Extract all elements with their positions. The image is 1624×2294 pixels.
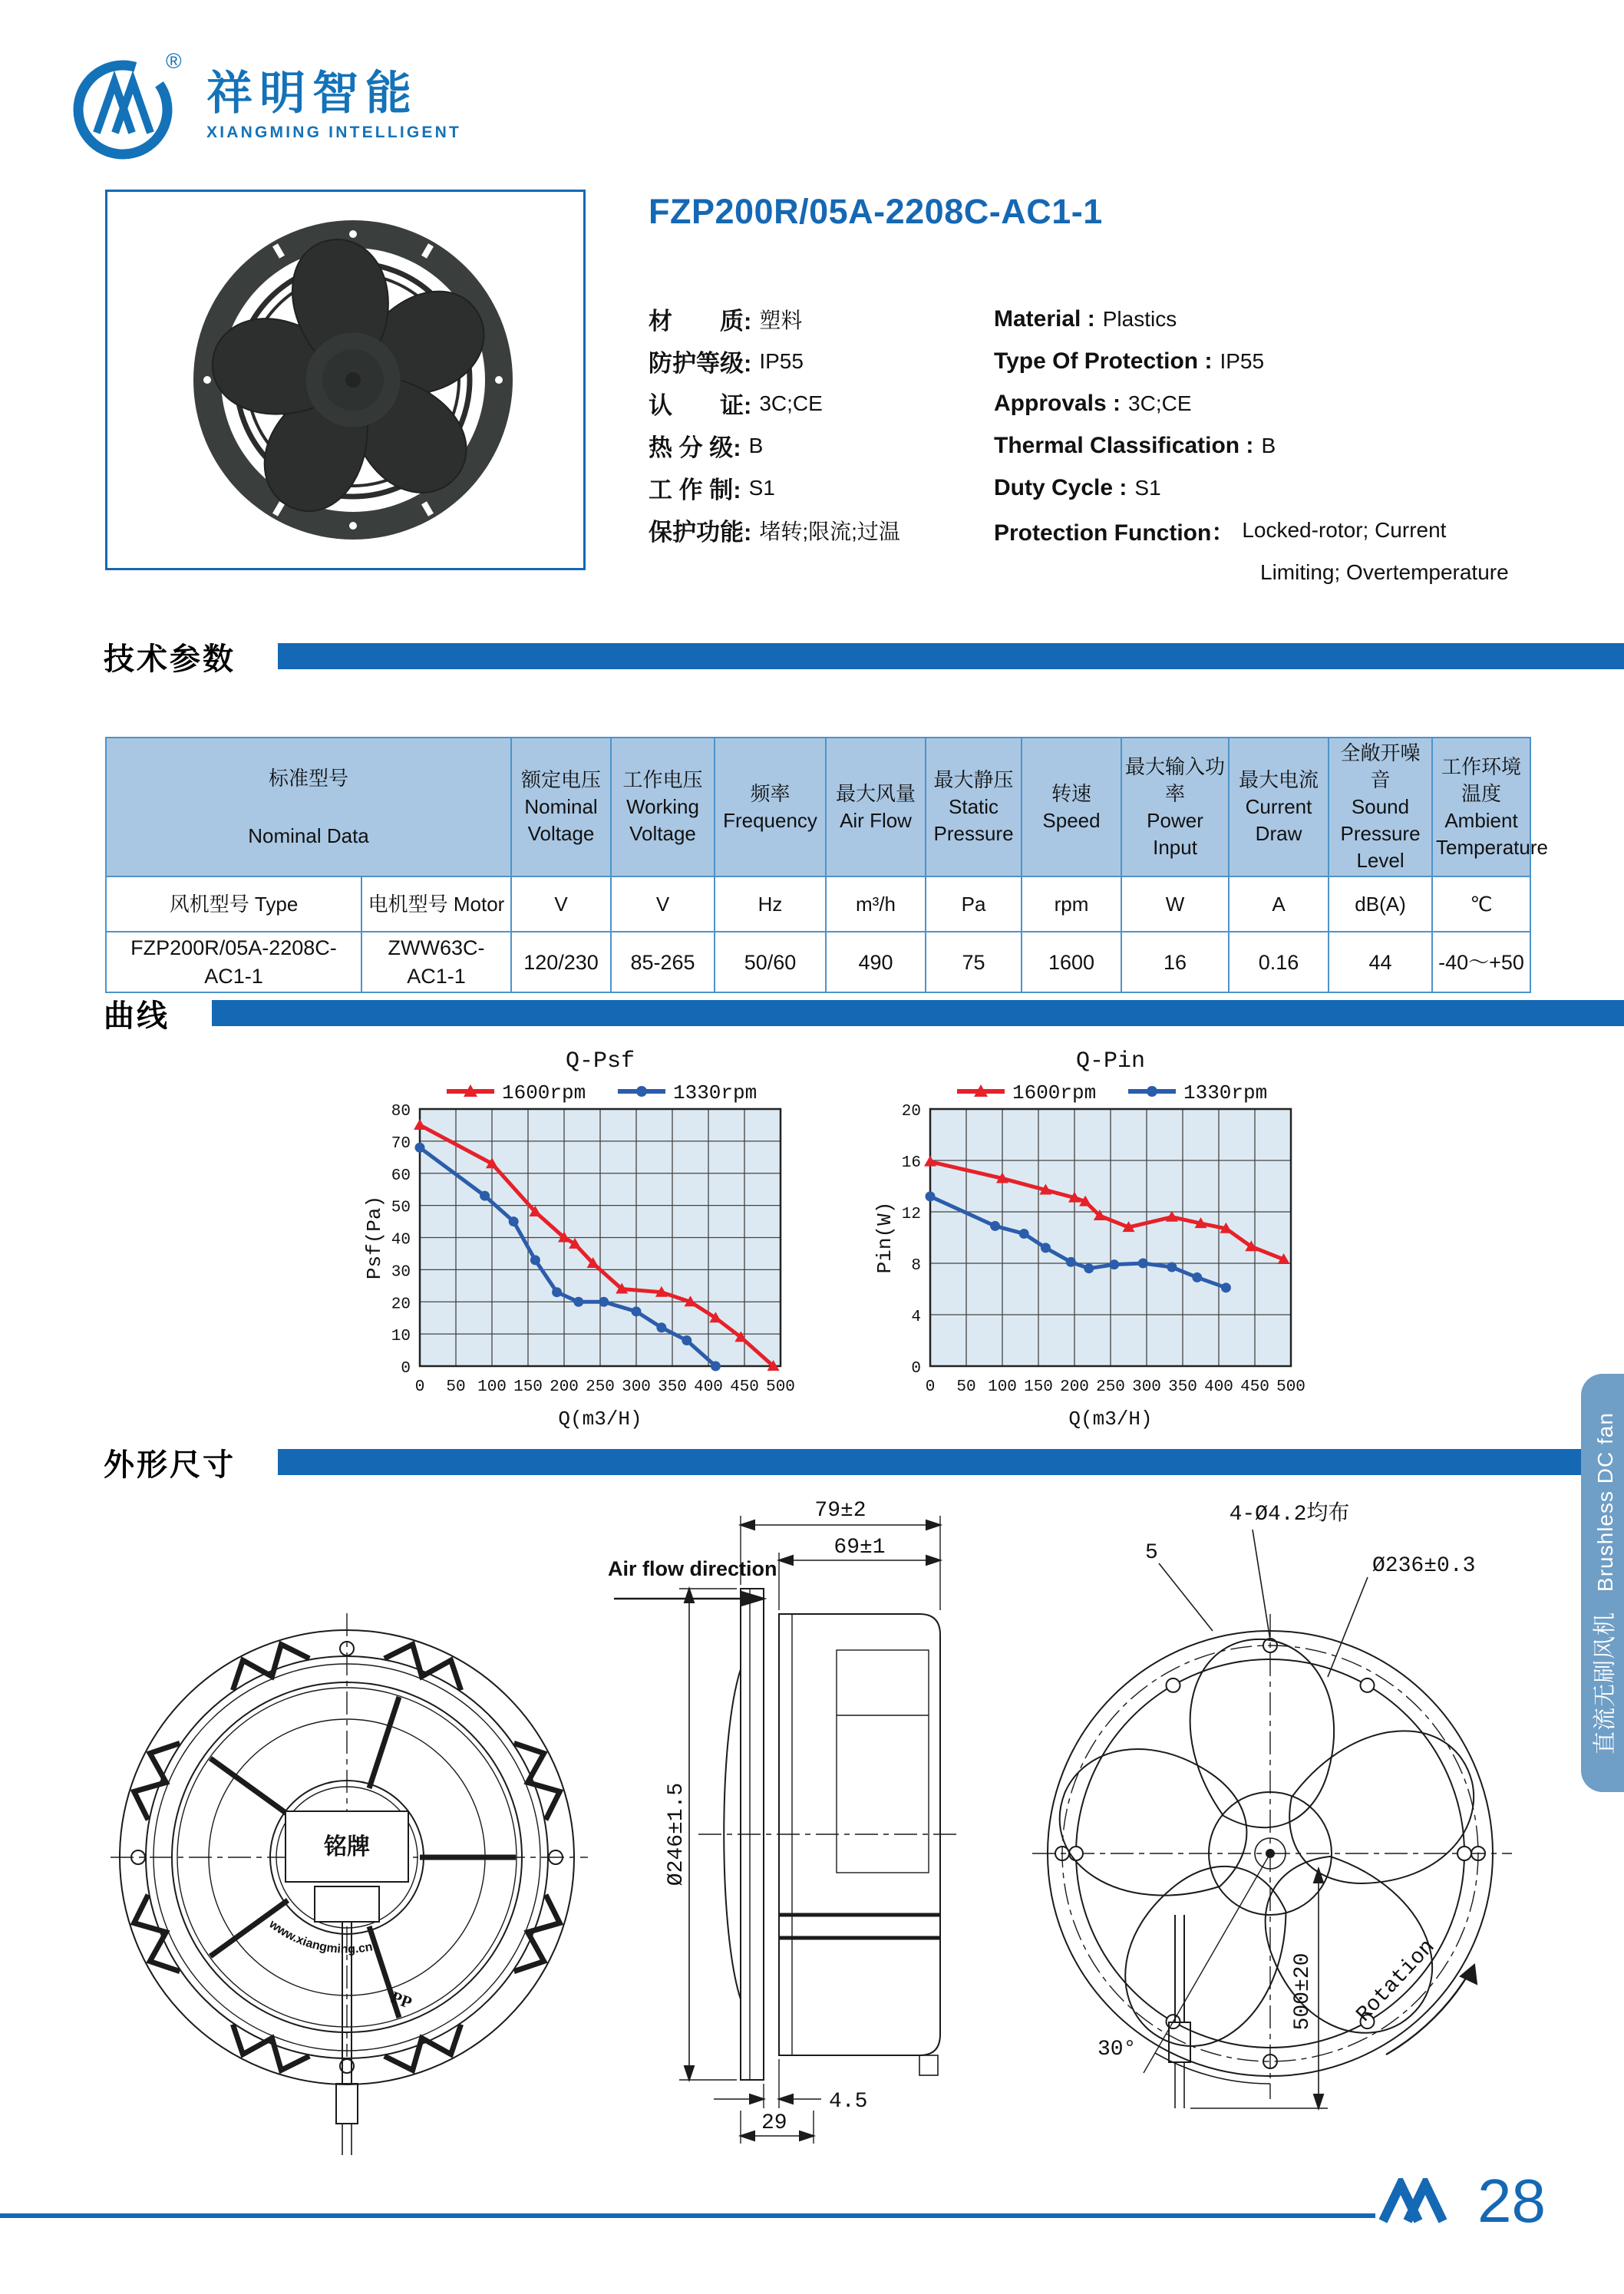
svg-text:150: 150 [513,1378,543,1396]
chart-q-pin [875,1044,1320,1431]
brand-name-en: XIANGMING INTELLIGENT [206,124,462,141]
svg-text:0: 0 [414,1378,425,1396]
bolt-circle-label: Ø236±0.3 [1372,1554,1476,1578]
spec-material-en: Material : Plastics [994,305,1177,332]
svg-text:500: 500 [1276,1378,1305,1396]
product-model-title: FZP200R/05A-2208C-AC1-1 [649,192,1103,231]
drawing-rear-view [107,1581,591,2172]
section-header-dimensions [104,1445,1624,1482]
air-flow-label: Air flow direction [608,1557,777,1580]
svg-text:100: 100 [988,1378,1017,1396]
spec-thermal-en: Thermal Classification : B [994,432,1276,458]
unit-type: 风机型号 Type [106,876,361,932]
spec-material-cn: 材 质: 塑料 [649,308,803,335]
svg-text:8: 8 [911,1257,921,1275]
specs-chinese [649,298,900,551]
svg-text:50: 50 [391,1199,411,1217]
svg-text:4: 4 [911,1309,921,1326]
header-ambient-temp: 工作环境温度 Ambient Temperature [1432,738,1530,876]
dim-4p5-label: 4.5 [829,2090,868,2114]
material-mark-label: PP [388,1987,415,2012]
svg-text:250: 250 [1096,1378,1125,1396]
svg-text:400: 400 [1204,1378,1233,1396]
website-arc-label: www.xiangming.cn [266,1917,374,1956]
svg-text:350: 350 [658,1378,687,1396]
svg-text:10: 10 [391,1328,411,1346]
dim-246-label: Ø246±1.5 [665,1782,688,1886]
angle-label: 30° [1098,2038,1137,2061]
svg-text:50: 50 [446,1378,466,1396]
header-working-voltage: 工作电压 Working Voltage [611,738,715,876]
svg-text:50: 50 [956,1378,976,1396]
svg-text:16: 16 [901,1154,921,1172]
spec-duty-cn: 工 作 制: S1 [649,475,775,503]
drawing-front-view [1021,1485,1558,2191]
svg-text:70: 70 [391,1134,411,1153]
rim-thickness-label: 5 [1145,1541,1158,1565]
table-header-row [106,738,1530,876]
svg-text:20: 20 [901,1103,921,1121]
svg-text:12: 12 [901,1206,921,1223]
header-current-draw: 最大电流 Current Draw [1229,738,1329,876]
svg-text:30: 30 [391,1263,411,1282]
drawing-side-view [591,1485,959,2160]
wire-length-label: 500±20 [1291,1952,1315,2031]
svg-text:www.xiangming.cn [266,1917,374,1956]
svg-text:200: 200 [550,1378,579,1396]
svg-text:1600rpm: 1600rpm [1012,1081,1097,1104]
section-title-dimensions: 外形尺寸 [104,1447,236,1482]
svg-text:350: 350 [1168,1378,1197,1396]
svg-text:Q(m3/H): Q(m3/H) [1068,1408,1153,1431]
svg-text:Q-Psf: Q-Psf [565,1048,635,1074]
svg-text:450: 450 [1240,1378,1269,1396]
svg-text:100: 100 [477,1378,507,1396]
dim-69-label: 69±1 [833,1536,886,1560]
product-photo-frame [105,190,586,570]
svg-text:1330rpm: 1330rpm [1183,1081,1268,1104]
svg-text:80: 80 [391,1103,411,1121]
svg-text:250: 250 [586,1378,615,1396]
brand-logo-icon [69,42,188,169]
spec-approvals-cn: 认 证: 3C;CE [649,391,823,419]
dim-29-label: 29 [761,2111,787,2135]
svg-text:1330rpm: 1330rpm [673,1081,758,1104]
spec-function-en: Protection Function： Locked-rotor; Current [994,517,1447,546]
svg-text:450: 450 [730,1378,759,1396]
page-number: 28 [1477,2167,1546,2235]
header-static-pressure: 最大静压 Static Pressure [926,738,1022,876]
header-frequency: 频率 Frequency [715,738,826,876]
svg-text:20: 20 [391,1296,411,1314]
dim-79-label: 79±2 [814,1499,866,1523]
svg-text:500: 500 [766,1378,795,1396]
section-header-tech [104,639,1624,676]
parameters-table [105,737,1548,993]
svg-text:1600rpm: 1600rpm [502,1081,586,1104]
holes-label: 4-Ø4.2均布 [1229,1503,1350,1527]
svg-text:60: 60 [391,1167,411,1185]
svg-text:Pin(W): Pin(W) [875,1201,896,1274]
value-motor: ZWW63C-AC1-1 [361,932,511,992]
section-bar-curves [212,1000,1624,1026]
rotation-label: Rotation [1352,1935,1441,2028]
svg-text:0: 0 [401,1360,411,1378]
value-type: FZP200R/05A-2208C-AC1-1 [106,932,361,992]
section-bar-dimensions [278,1449,1624,1475]
footer-logo-icon [1378,2178,1448,2224]
svg-text:300: 300 [1132,1378,1161,1396]
svg-text:400: 400 [694,1378,723,1396]
spec-thermal-cn: 热 分 级: B [649,433,764,461]
footer-rule [0,2213,1375,2218]
svg-text:Q(m3/H): Q(m3/H) [558,1408,642,1431]
header-sound-level: 全敞开噪音 Sound Pressure Level [1329,738,1432,876]
spec-protection-cn: 防护等级: IP55 [649,348,804,377]
svg-text:0: 0 [925,1378,936,1396]
svg-text:40: 40 [391,1231,411,1249]
category-side-tab [1581,1374,1624,1792]
svg-text:300: 300 [622,1378,651,1396]
header-nominal-voltage: 额定电压 Nominal Voltage [511,738,611,876]
header-power-input: 最大输入功率 Power Input [1121,738,1229,876]
side-tab-cn: 直流无刷风机 [1593,1611,1618,1754]
spec-approvals-en: Approvals : 3C;CE [994,390,1192,416]
unit-motor: 电机型号 Motor [361,876,511,932]
header-air-flow: 最大风量 Air Flow [826,738,926,876]
brand-logo [69,42,461,169]
header-speed: 转速 Speed [1022,738,1121,876]
fan-product-image [180,207,526,553]
spec-function-cn: 保护功能: 堵转;限流;过温 [649,519,900,546]
side-tab-en: Brushless DC fan [1593,1411,1617,1592]
svg-text:Q-Pin: Q-Pin [1075,1048,1146,1074]
spec-duty-en: Duty Cycle : S1 [994,474,1161,500]
section-title-tech: 技术参数 [104,642,236,676]
svg-text:150: 150 [1024,1378,1053,1396]
spec-protection-en: Type Of Protection : IP55 [994,348,1265,374]
header-nominal-data: 标准型号 Nominal Data [106,738,511,876]
registered-mark: ® [166,49,182,73]
chart-q-psf [365,1044,810,1431]
table-data-row: FZP200R/05A-2208C-AC1-1 ZWW63C-AC1-1 120/230 85-265 50/60 490 75 1600 16 0.16 44 -40～+50 [106,932,1530,992]
specs-english [994,298,1509,593]
svg-text:200: 200 [1060,1378,1089,1396]
brand-name-cn: 祥明智能 [206,68,418,119]
svg-text:Psf(Pa): Psf(Pa) [365,1195,386,1280]
section-header-curves [104,996,1624,1033]
svg-text:0: 0 [911,1360,921,1378]
nameplate-label: 铭牌 [324,1834,370,1860]
table-units-row: 风机型号 Type 电机型号 Motor V V Hz m³/h Pa rpm W A dB(A) ℃ [106,876,1530,932]
section-bar-tech [278,643,1624,669]
spec-function-en-wrap: Limiting; Overtemperature [1260,559,1509,584]
section-title-curves: 曲线 [104,998,170,1033]
